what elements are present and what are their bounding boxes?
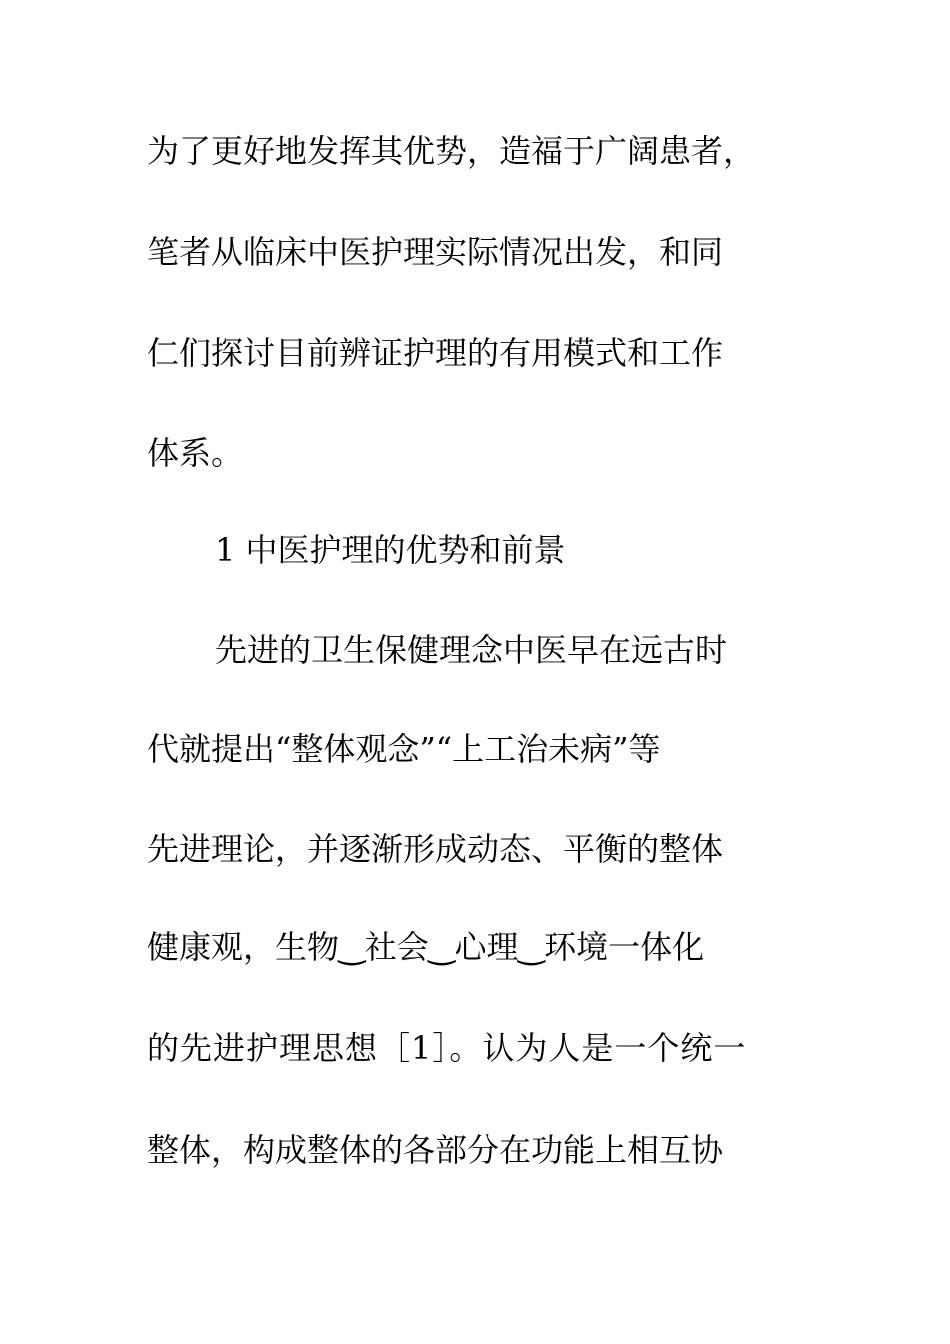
- body-text-line: 先进理论，并逐渐形成动态、平衡的整体: [147, 830, 724, 868]
- section-heading: 1 中医护理的优势和前景: [215, 531, 566, 569]
- body-text-line: 仁们探讨目前辨证护理的有用模式和工作: [147, 334, 724, 372]
- body-text-line: 体系。: [147, 434, 244, 472]
- body-text-line: 笔者从临床中医护理实际情况出发，和同: [147, 233, 724, 271]
- body-text-line: 的先进护理思想［1］。认为人是一个统一: [147, 1029, 747, 1067]
- body-text-line: 为了更好地发挥其优势，造福于广阔患者，: [147, 132, 756, 170]
- body-text-line: 健康观，生物‿社会‿心理‿环境一体化: [147, 928, 705, 966]
- paragraph-first-line: 先进的卫生保健理念中医早在远古时: [215, 631, 728, 669]
- body-text-line: 整体，构成整体的各部分在功能上相互协: [147, 1131, 724, 1169]
- body-text-line: 代就提出“整体观念”“上工治未病”等: [147, 730, 661, 768]
